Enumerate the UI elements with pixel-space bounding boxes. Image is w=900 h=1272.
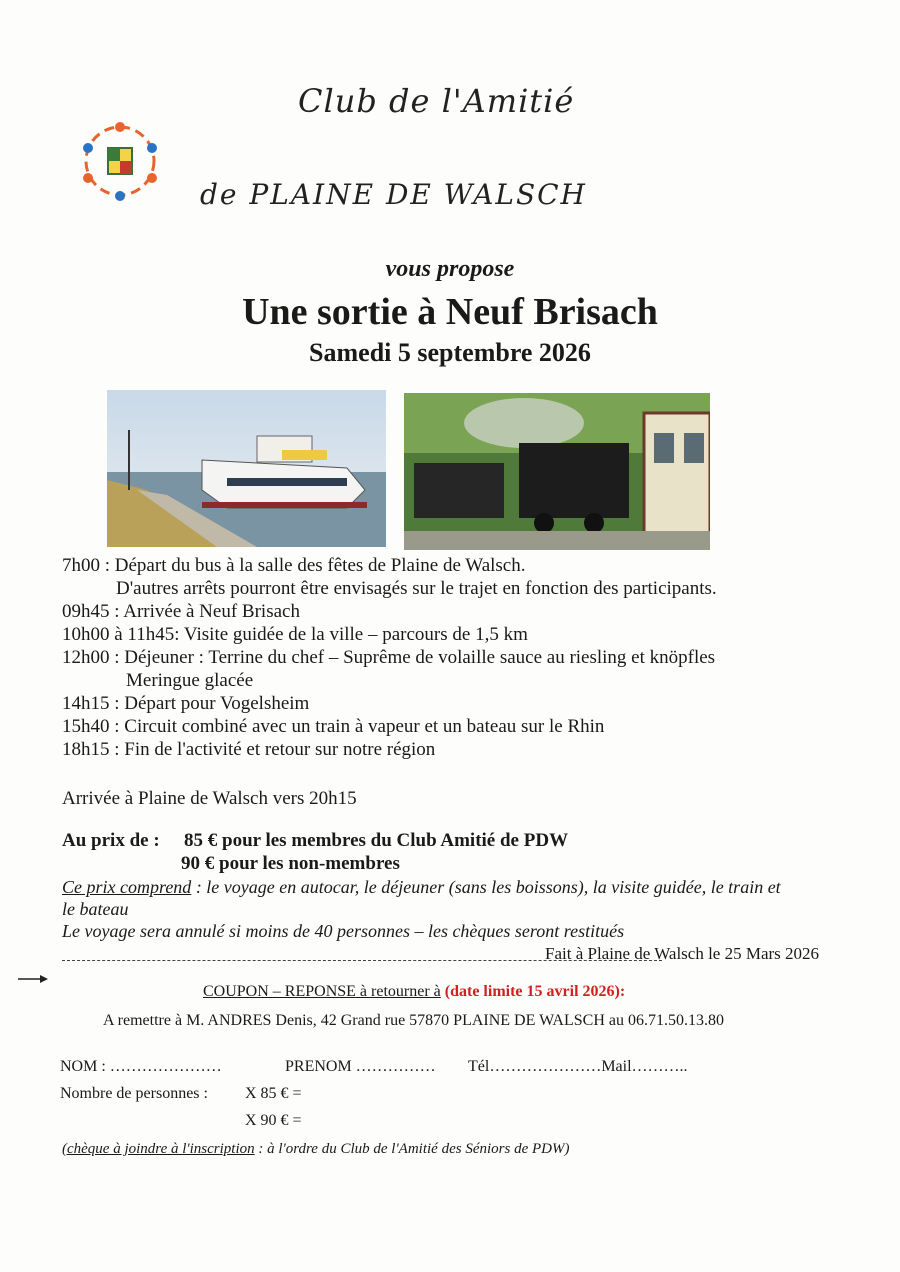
coupon-x85-field[interactable]: X 85 € = (245, 1085, 302, 1102)
steam-train-photo (404, 393, 710, 550)
coupon-x90-field[interactable]: X 90 € = (245, 1112, 302, 1129)
club-title: Club de l'Amitié (298, 82, 575, 120)
event-date: Samedi 5 septembre 2026 (309, 338, 591, 367)
price-includes-text: : le voyage en autocar, le déjeuner (sans les boissons), la visite guidée, le train et (191, 877, 781, 897)
price-label: Au prix de : (62, 830, 160, 851)
proposes-line: vous propose (385, 256, 515, 282)
schedule-item: 10h00 à 11h45: Visite guidée de la ville – parcours de 1,5 km (62, 624, 528, 645)
club-logo-icon (72, 118, 168, 204)
cheque-label: (chèque à joindre à l'inscription (62, 1141, 255, 1157)
boat-photo (107, 390, 386, 547)
coupon-title-rest: à retourner à (355, 983, 441, 1000)
coupon-prenom-field[interactable]: PRENOM …………… (285, 1058, 436, 1075)
cancellation-note: Le voyage sera annulé si moins de 40 personnes – les chèques seront restitués (62, 921, 625, 941)
arrival-time: Arrivée à Plaine de Walsch vers 20h15 (62, 788, 357, 809)
schedule-item: Meringue glacée (126, 670, 254, 691)
coupon-tel-mail-field[interactable]: Tél…………………Mail……….. (468, 1058, 688, 1075)
schedule-item: 12h00 : Déjeuner : Terrine du chef – Suprême de volaille sauce au riesling et knöpfles (62, 647, 716, 668)
coupon-heading (203, 980, 625, 1003)
schedule-item: 09h45 : Arrivée à Neuf Brisach (62, 601, 300, 622)
cheque-note (62, 1138, 569, 1161)
coupon-nom-field[interactable]: NOM : ………………… (60, 1058, 222, 1075)
schedule-item: 18h15 : Fin de l'activité et retour sur notre région (62, 739, 436, 760)
price-includes-label: Ce prix comprend (62, 877, 192, 897)
coupon-title: COUPON – REPONSE (203, 983, 356, 1000)
coupon-deadline: (date limite 15 avril 2026): (444, 983, 626, 1000)
event-headline: Une sortie à Neuf Brisach (242, 291, 658, 333)
schedule-item: 14h15 : Départ pour Vogelsheim (62, 693, 310, 714)
coupon-return-address: A remettre à M. ANDRES Denis, 42 Grand rue 57870 PLAINE DE WALSCH au 06.71.50.13.80 (103, 1012, 724, 1029)
arrow-right-icon (18, 972, 48, 986)
cheque-text: : à l'ordre du Club de l'Amitié des Séniors de PDW) (254, 1141, 570, 1157)
price-includes-continued: le bateau (62, 899, 129, 919)
schedule-item: D'autres arrêts pourront être envisagés sur le trajet en fonction des participants. (116, 578, 717, 599)
schedule-item: 15h40 : Circuit combiné avec un train à vapeur et un bateau sur le Rhin (62, 716, 605, 737)
price-members: 85 € pour les membres du Club Amitié de PDW (184, 830, 569, 851)
schedule-item: 7h00 : Départ du bus à la salle des fêtes de Plaine de Walsch. (62, 555, 526, 576)
coupon-persons-label: Nombre de personnes : (60, 1085, 208, 1102)
club-subtitle: de PLAINE DE WALSCH (200, 178, 587, 211)
price-includes (62, 876, 781, 899)
cut-line (62, 960, 662, 961)
price-non-members: 90 € pour les non-membres (181, 853, 400, 874)
signed-date: Fait à Plaine de Walsch le 25 Mars 2026 (545, 944, 820, 963)
